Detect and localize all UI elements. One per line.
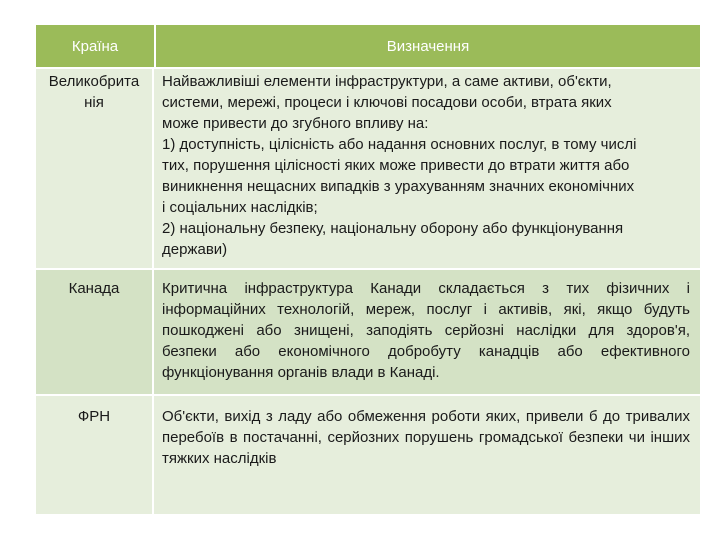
definition-line: Найважливіші елементи інфраструктури, а саме активи, об'єкти,: [162, 73, 612, 90]
header-definition: Визначення: [386, 37, 470, 55]
definition-line: 2) національну безпеку, національну оборону або функціонування: [162, 220, 624, 237]
definition-cell: [154, 69, 700, 268]
country-cell: Канада: [36, 270, 154, 394]
country-cell: ФРН: [36, 396, 154, 514]
header-country: Країна: [36, 25, 156, 67]
country-line: нія: [84, 94, 104, 111]
table-row-uk: [36, 69, 700, 270]
definition-cell: Об'єкти, вихід з ладу або обмеження роботи яких, привели б до тривалих перебоїв в постачанні, серйозних порушень громадської безпеки чи інших тяжких наслідків: [162, 408, 690, 467]
table-row-frg: [36, 396, 700, 514]
country-line: Великобрита: [48, 73, 140, 90]
definition-line: системи, мережі, процеси і ключові посадови особи, втрата яких: [162, 94, 612, 111]
definition-line: виникнення нещасних випадків з урахуванням значних економічних: [162, 178, 635, 195]
definition-cell: Критична інфраструктура Канади складається з тих фізичних і інформаційних технологій, мереж, послуг і активів, які, якщо будуть пошкоджені або знищені, заподіять серйозні наслідки для здоров'я, безпеки або економічного добробуту канадців або ефективного функціонування органів влади в Канаді.: [162, 280, 690, 381]
definition-line: може привести до згубного впливу на:: [162, 115, 429, 132]
table-row-canada: [36, 270, 700, 396]
definition-line: 1) доступність, цілісність або надання основних послуг, в тому числі: [162, 136, 637, 153]
definitions-table: [36, 25, 700, 514]
definition-line: і соціальних наслідків;: [162, 199, 318, 216]
definition-line: держави): [162, 241, 228, 258]
definition-line: тих, порушення цілісності яких може привести до втрати життя або: [162, 157, 630, 174]
table-header: [36, 25, 700, 69]
country-cell: [36, 69, 154, 268]
